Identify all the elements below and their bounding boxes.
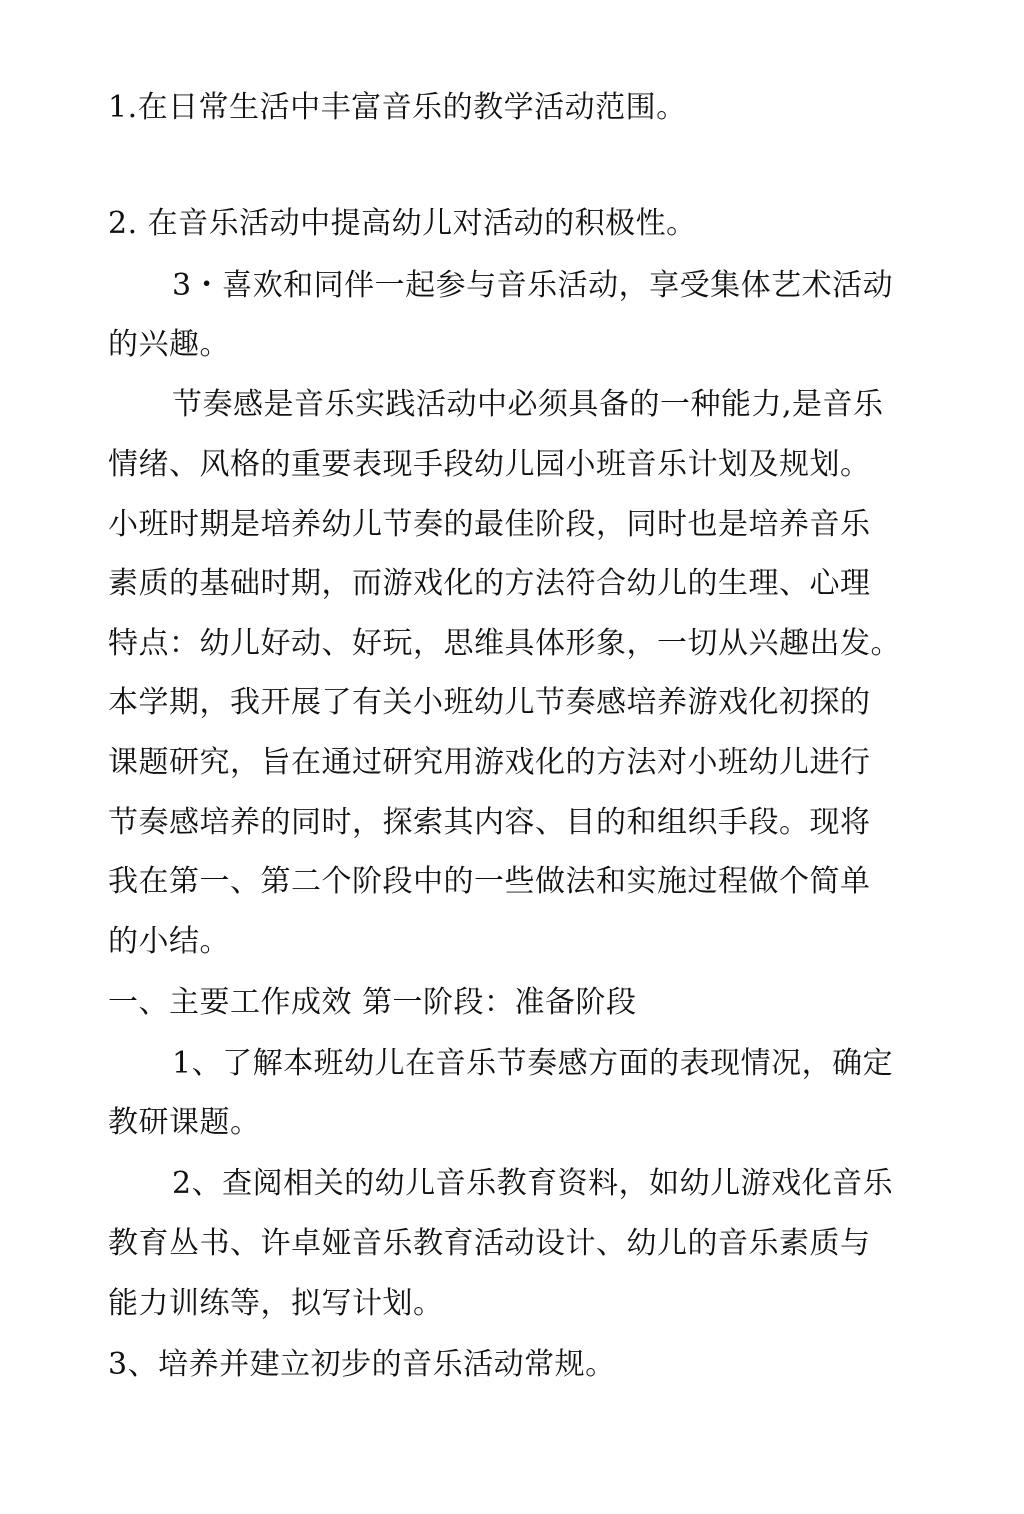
list-item-2-line-2: 教育丛书、许卓娅音乐教育活动设计、幼儿的音乐素质与	[108, 1226, 871, 1261]
list-item-2-line-3: 能力训练等，拟写计划。	[108, 1286, 444, 1321]
list-item-1-line-2: 教研课题。	[108, 1105, 261, 1140]
paragraph-line: 情绪、风格的重要表现手段幼儿园小班音乐计划及规划。	[108, 447, 871, 482]
paragraph-line: 本学期，我开展了有关小班幼儿节奏感培养游戏化初探的	[108, 685, 871, 720]
goal-3-line-2: 的兴趣。	[108, 327, 230, 362]
goal-1: 1.在日常生活中丰富音乐的教学活动范围。	[108, 90, 687, 125]
list-item-1-line-1: 1、了解本班幼儿在音乐节奏感方面的表现情况，确定	[172, 1046, 894, 1081]
paragraph-line: 课题研究，旨在通过研究用游戏化的方法对小班幼儿进行	[108, 745, 871, 780]
goal-3-line-1: 3・喜欢和同伴一起参与音乐活动，享受集体艺术活动	[172, 268, 894, 303]
paragraph-line: 素质的基础时期，而游戏化的方法符合幼儿的生理、心理	[108, 566, 871, 601]
paragraph-line: 的小结。	[108, 924, 230, 959]
list-item-2-line-1: 2、查阅相关的幼儿音乐教育资料，如幼儿游戏化音乐	[172, 1166, 894, 1201]
paragraph-line: 节奏感是音乐实践活动中必须具备的一种能力,是音乐	[172, 387, 884, 422]
paragraph-line: 我在第一、第二个阶段中的一些做法和实施过程做个简单	[108, 864, 871, 899]
paragraph-line: 节奏感培养的同时，探索其内容、目的和组织手段。现将	[108, 805, 871, 840]
list-item-3: 3、培养并建立初步的音乐活动常规。	[108, 1347, 616, 1382]
paragraph-line: 特点：幼儿好动、好玩，思维具体形象，一切从兴趣出发。	[108, 626, 901, 661]
section-heading: 一、主要工作成效 第一阶段：准备阶段	[108, 985, 637, 1020]
paragraph-line: 小班时期是培养幼儿节奏的最佳阶段，同时也是培养音乐	[108, 507, 871, 542]
goal-2: 2. 在音乐活动中提高幼儿对活动的积极性。	[108, 206, 697, 241]
